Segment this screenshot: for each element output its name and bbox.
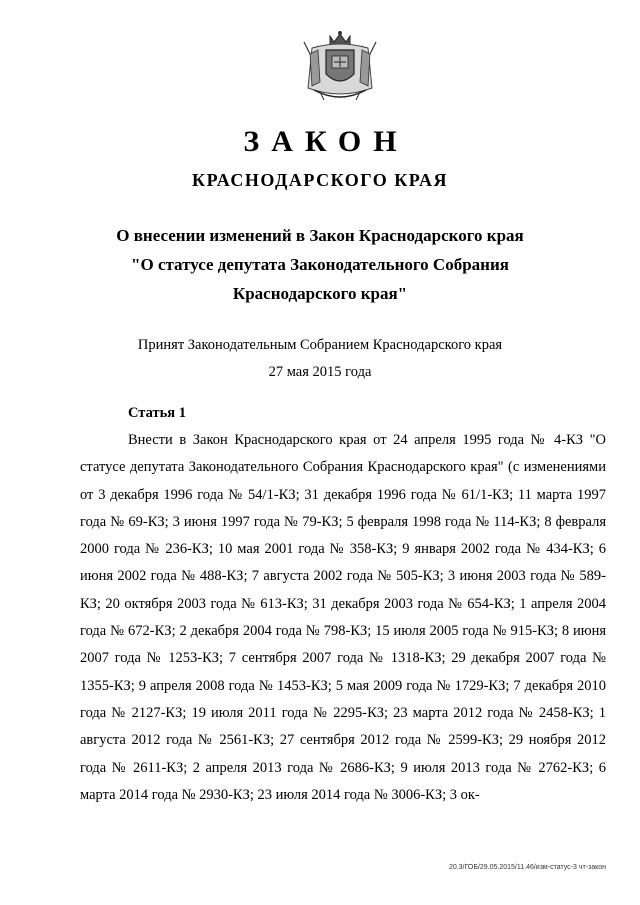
adoption-note — [60, 332, 580, 386]
article-body-text: Внести в Закон Краснодарского края от 24 апреля 1995 года № 4-КЗ "О статусе депутата Законодательного Собрания Краснодарского края" (с изменениями от 3 декабря 1996 года № 54/1-КЗ; 31 декабря 1996 года № 61/1-КЗ; 11 марта 1997 года № 69-КЗ; 3 июня 1997 года № 79-КЗ; 5 февраля 1998 года № 114-КЗ; 8 февраля 2000 года № 236-КЗ; 10 мая 2001 года № 358-КЗ; 9 января 2002 года № 434-КЗ; 6 июня 2002 года № 488-КЗ; 7 августа 2002 года № 505-КЗ; 3 июня 2003 года № 589-КЗ; 20 октября 2003 года № 613-КЗ; 31 декабря 2003 года № 654-КЗ; 1 апреля 2004 года № 672-КЗ; 2 декабря 2004 года № 798-КЗ; 15 июля 2005 года № 915-КЗ; 8 июня 2007 года № 1253-КЗ; 7 сентября 2007 года № 1318-КЗ; 29 декабря 2007 года № 1355-КЗ; 9 апреля 2008 года № 1453-КЗ; 5 мая 2009 года № 1729-КЗ; 7 декабря 2010 года № 2127-КЗ; 19 июля 2011 года № 2295-КЗ; 23 марта 2012 года № 2458-КЗ; 1 августа 2012 года № 2561-КЗ; 27 сентября 2012 года № 2599-КЗ; 29 ноября 2012 года № 2611-КЗ; 2 апреля 2013 года № 2686-КЗ; 9 июля 2013 года № 2762-КЗ; 6 марта 2014 года № 2930-КЗ; 23 июля 2014 года № 3006-КЗ; 3 ок- — [80, 432, 606, 803]
region-heading: КРАСНОДАРСКОГО КРАЯ — [192, 170, 448, 190]
law-title-line-3: Краснодарского края" — [232, 284, 408, 303]
law-title-line-1: О внесении изменений в Закон Краснодарского края — [116, 226, 524, 245]
article-heading: Статья 1 — [128, 405, 186, 421]
law-title-line-2: "О статусе депутата Законодательного Собрания — [131, 255, 509, 274]
document-type-heading: ЗАКОН — [243, 125, 409, 158]
adoption-body: Принят Законодательным Собранием Краснодарского края — [137, 337, 503, 353]
footer-file-reference: 20.3/ГОБ/29.05.2015/11.46/изм-статус-3 чт-закон — [448, 864, 606, 871]
coat-of-arms-icon — [296, 30, 384, 104]
law-title — [60, 221, 580, 308]
adoption-date: 27 мая 2015 года — [268, 364, 372, 380]
